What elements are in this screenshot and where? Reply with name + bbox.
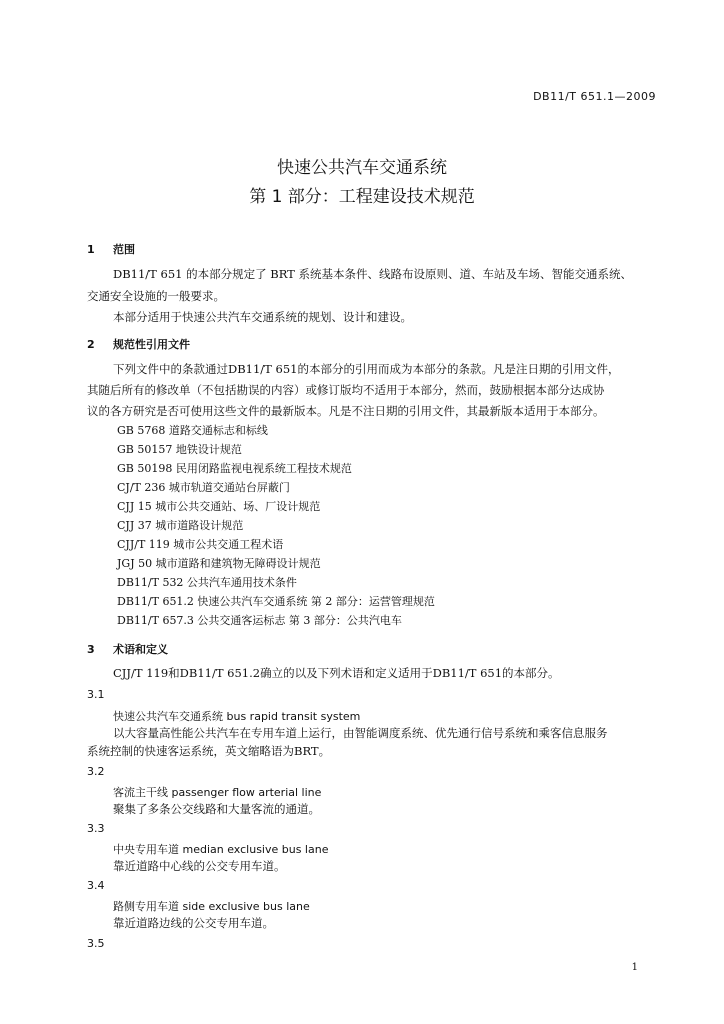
term-definition-line: 以大容量高性能公共汽车在专用车道上运行，由智能调度系统、优先通行信号系统和乘客信息服务 [113, 726, 608, 740]
section-3-intro: CJJ/T 119和DB11/T 651.2确立的以及下列术语和定义适用于DB11/T 651的本部分。 [113, 666, 560, 680]
term-definition-line: 靠近道路中心线的公交专用车道。 [113, 859, 286, 873]
reference-item: DB11/T 532 公共汽车通用技术条件 [117, 576, 297, 589]
reference-item: CJJ 37 城市道路设计规范 [117, 519, 244, 532]
term-number: 3.3 [87, 822, 105, 835]
reference-item: GB 5768 道路交通标志和标线 [117, 424, 268, 437]
term-name: 快速公共汽车交通系统 bus rapid transit system [113, 710, 361, 723]
section-2-heading [87, 336, 190, 352]
section-3-heading [87, 641, 168, 657]
term-number: 3.5 [87, 937, 105, 950]
section-number: 1 [87, 243, 95, 256]
document-title: 快速公共汽车交通系统 [277, 158, 447, 178]
reference-item: CJ/T 236 城市轨道交通站台屏蔽门 [117, 481, 290, 494]
term-name: 中央专用车道 median exclusive bus lane [113, 843, 329, 856]
reference-item: CJJ 15 城市公共交通站、场、厂设计规范 [117, 500, 321, 513]
section-1-paragraph-line: 交通安全设施的一般要求。 [87, 289, 225, 303]
reference-item: DB11/T 651.2 快速公共汽车交通系统 第 2 部分：运营管理规范 [117, 595, 435, 608]
term-number: 3.1 [87, 688, 105, 701]
section-number: 3 [87, 643, 95, 656]
term-definition-line: 靠近道路边线的公交专用车道。 [113, 916, 274, 930]
section-title: 规范性引用文件 [113, 338, 190, 351]
term-number: 3.4 [87, 879, 105, 892]
section-title: 术语和定义 [113, 643, 168, 656]
term-definition-line: 聚集了多条公交线路和大量客流的通道。 [113, 802, 320, 816]
reference-item: CJJ/T 119 城市公共交通工程术语 [117, 538, 284, 551]
section-2-paragraph-line: 议的各方研究是否可使用这些文件的最新版本。凡是不注日期的引用文件，其最新版本适用于本部分。 [87, 404, 605, 418]
reference-item: JGJ 50 城市道路和建筑物无障碍设计规范 [117, 557, 321, 570]
reference-item: DB11/T 657.3 公共交通客运标志 第 3 部分：公共汽电车 [117, 614, 402, 627]
page-number: 1 [631, 962, 638, 973]
section-number: 2 [87, 338, 95, 351]
term-name: 路侧专用车道 side exclusive bus lane [113, 900, 310, 913]
reference-item: GB 50157 地铁设计规范 [117, 443, 242, 456]
section-1-paragraph-line: 本部分适用于快速公共汽车交通系统的规划、设计和建设。 [113, 310, 412, 324]
document-subtitle: 第 1 部分：工程建设技术规范 [249, 187, 475, 207]
reference-item: GB 50198 民用闭路监视电视系统工程技术规范 [117, 462, 352, 475]
term-number: 3.2 [87, 765, 105, 778]
term-definition-line: 系统控制的快速客运系统，英文缩略语为BRT。 [87, 744, 331, 758]
section-2-paragraph-line: 其随后所有的修改单（不包括勘误的内容）或修订版均不适用于本部分，然而，鼓励根据本部分达成协 [87, 383, 605, 397]
section-1-heading [87, 241, 135, 257]
section-title: 范围 [113, 243, 135, 256]
document-number: DB11/T 651.1—2009 [533, 90, 656, 103]
term-name: 客流主干线 passenger flow arterial line [113, 786, 322, 799]
section-2-paragraph-line: 下列文件中的条款通过DB11/T 651的本部分的引用而成为本部分的条款。凡是注日期的引用文件， [113, 362, 620, 376]
section-1-paragraph-line: DB11/T 651 的本部分规定了 BRT 系统基本条件、线路布设原则、道、车站及车场、智能交通系统、 [113, 267, 632, 281]
